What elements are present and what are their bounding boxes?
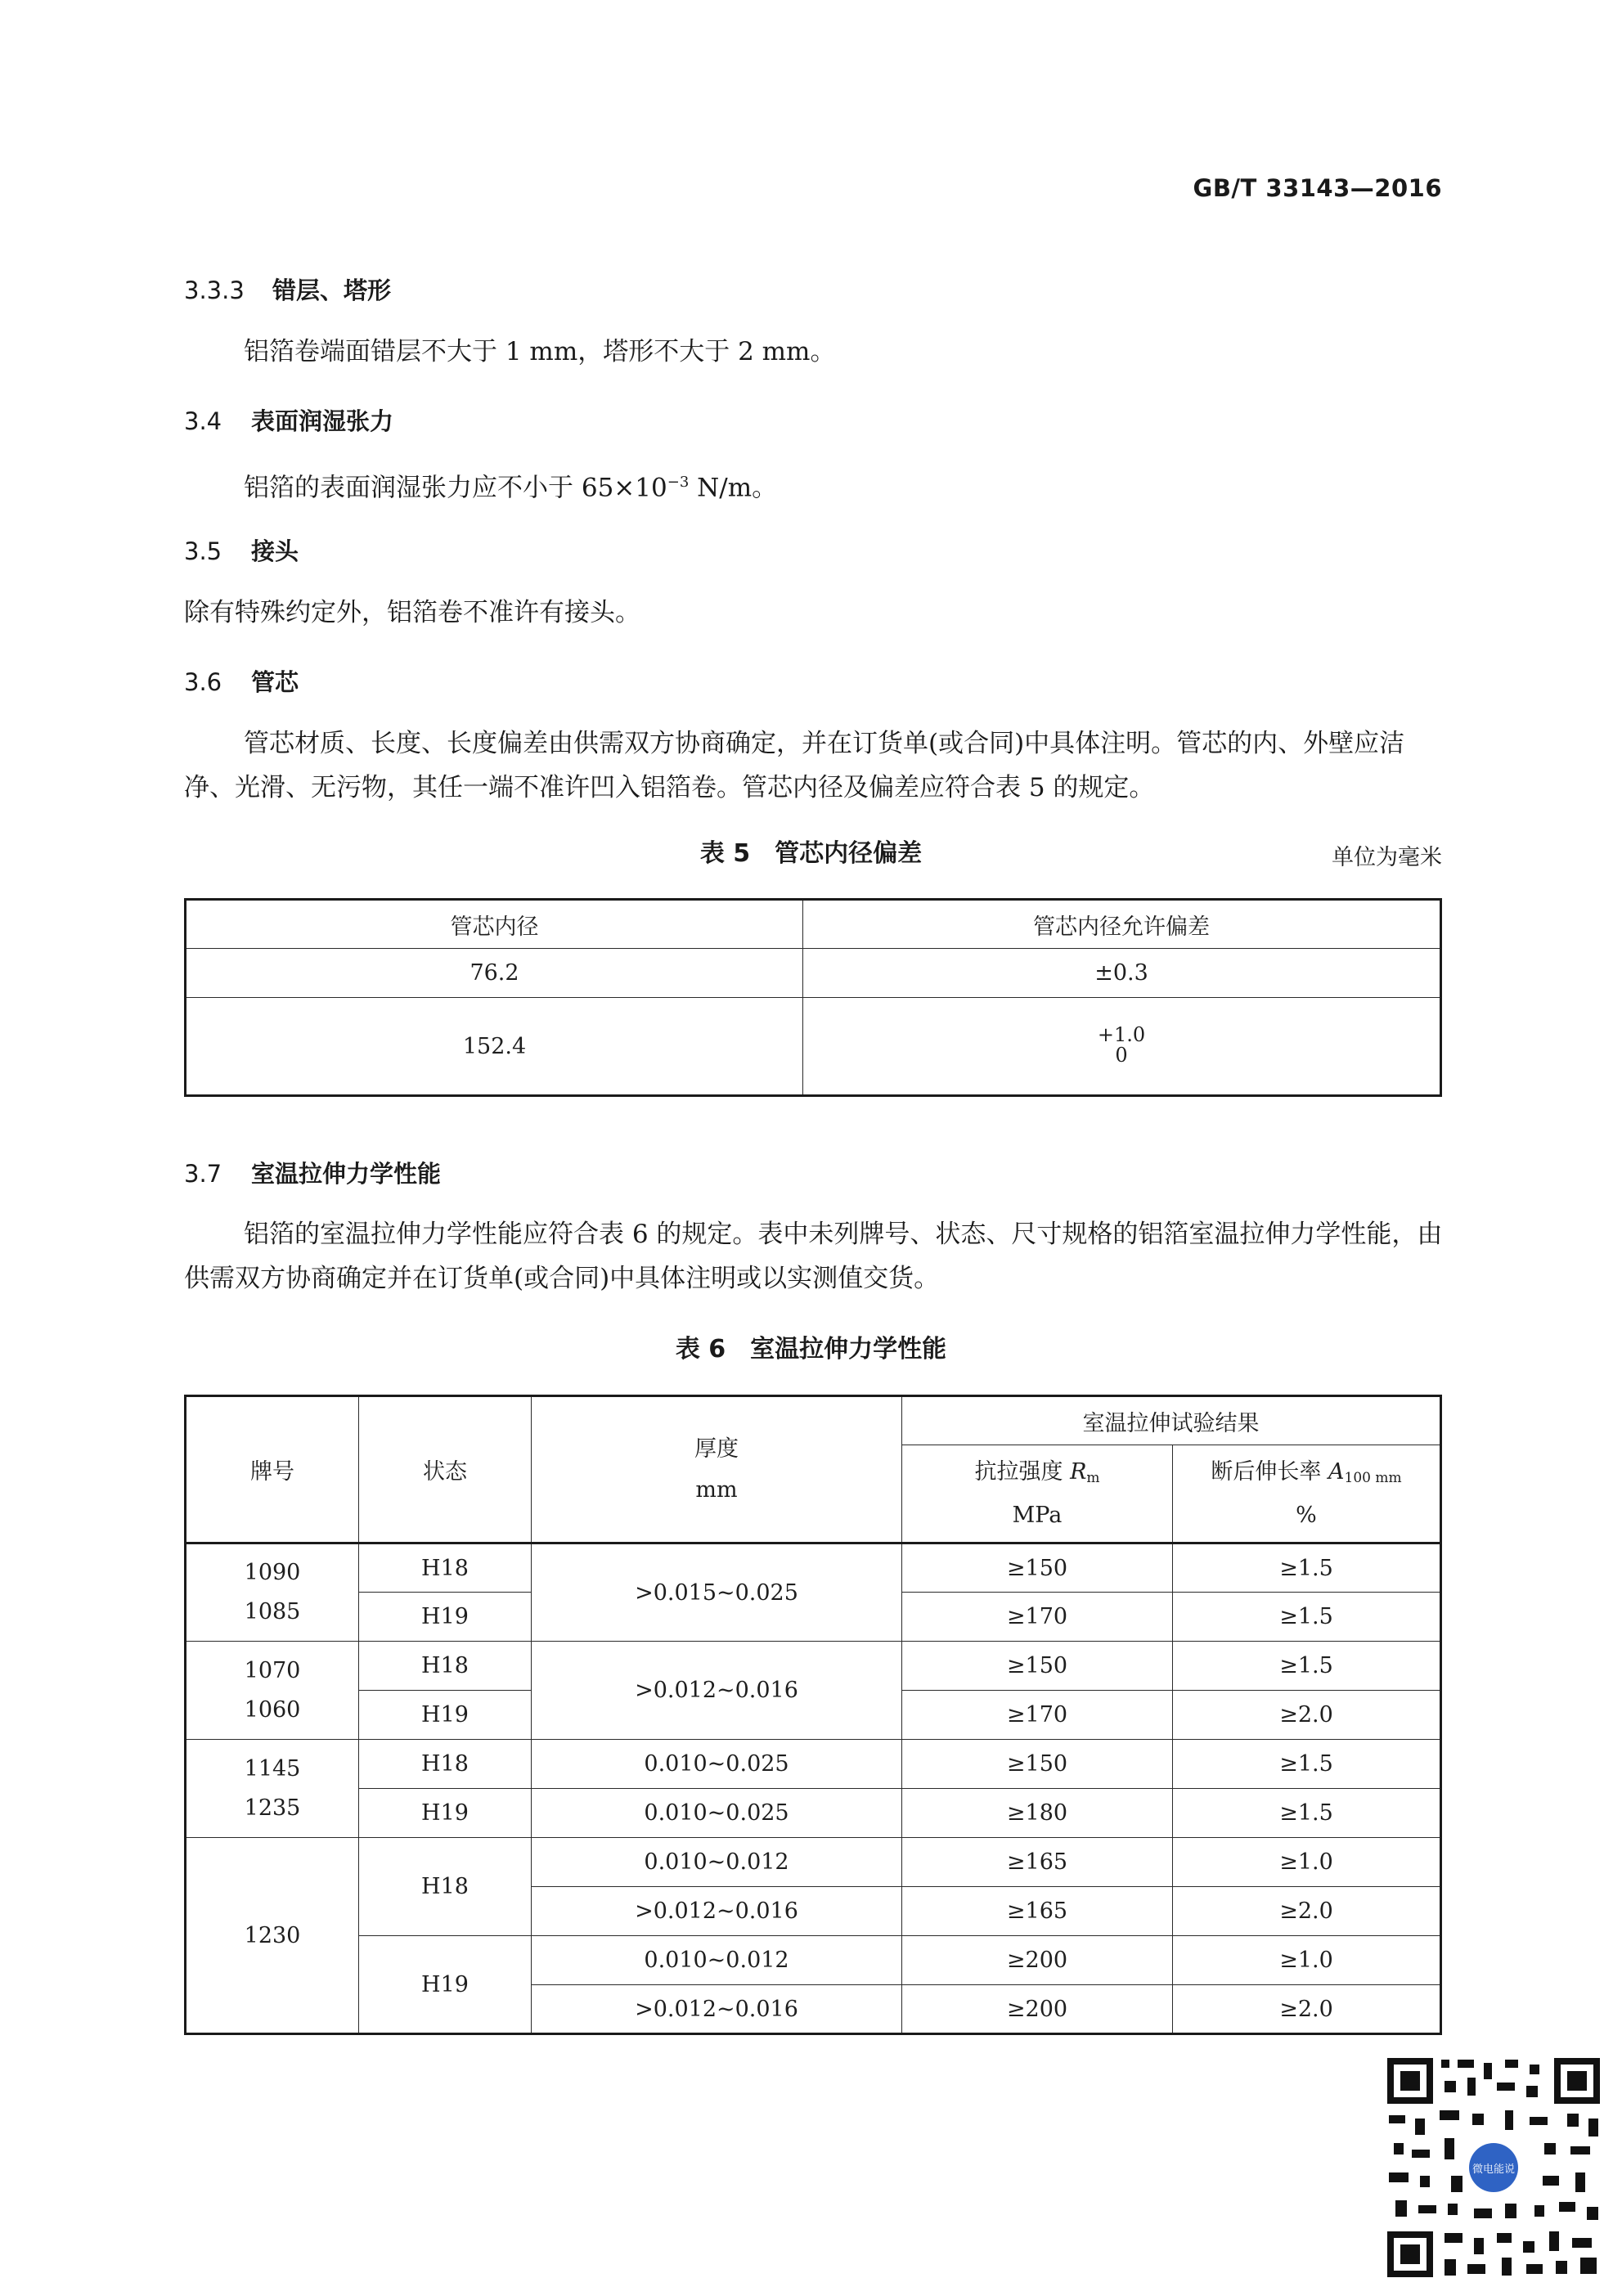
thickness-cell: 0.010~0.012 xyxy=(532,1838,902,1887)
elong-subscript: 100 mm xyxy=(1344,1469,1402,1486)
elong-cell: ≥1.0 xyxy=(1173,1936,1441,1985)
heading-number: 3.6 xyxy=(184,668,222,696)
elong-cell: ≥1.5 xyxy=(1173,1543,1441,1593)
paragraph-text: 铝箔卷端面错层不大于 1 mm，塔形不大于 2 mm。 xyxy=(244,337,836,366)
tensile-cell: ≥200 xyxy=(902,1985,1173,2034)
thickness-cell: 0.010~0.012 xyxy=(532,1936,902,1985)
table6-header-grade: 牌号 xyxy=(186,1396,359,1543)
table5-header-diameter: 管芯内径 xyxy=(186,900,803,949)
heading-title: 错层、塔形 xyxy=(272,276,392,304)
elong-cell: ≥1.5 xyxy=(1173,1593,1441,1642)
table-row xyxy=(186,1789,1441,1838)
tensile-cell: ≥170 xyxy=(902,1593,1173,1642)
paragraph-3-3-3 xyxy=(184,330,1444,374)
standard-code: GB/T 33143—2016 xyxy=(1193,174,1442,202)
tensile-cell: ≥150 xyxy=(902,1740,1173,1789)
table6-caption: 表 6 室温拉伸力学性能 xyxy=(675,1335,947,1364)
temper-cell: H19 xyxy=(359,1936,532,2034)
table6-header-results: 室温拉伸试验结果 xyxy=(902,1396,1441,1445)
table5-tolerance xyxy=(803,998,1441,1096)
tensile-subscript: m xyxy=(1086,1469,1100,1486)
elong-cell: ≥2.0 xyxy=(1173,1887,1441,1936)
paragraph-3-5 xyxy=(184,591,1444,635)
tensile-cell: ≥200 xyxy=(902,1936,1173,1985)
heading-title: 管芯 xyxy=(251,668,299,696)
heading-number: 3.3.3 xyxy=(184,276,245,304)
heading-title: 接头 xyxy=(251,537,299,565)
heading-title: 表面润湿张力 xyxy=(251,407,394,435)
table5-diameter: 76.2 xyxy=(186,949,803,998)
elong-unit: % xyxy=(1296,1502,1317,1528)
paragraph-3-4 xyxy=(184,461,1444,510)
table-row xyxy=(186,1838,1441,1887)
heading-3-7 xyxy=(184,1156,441,1189)
paragraph-text: 铝箔的表面润湿张力应不小于 65×10 xyxy=(244,473,667,503)
tensile-label: 抗拉强度 xyxy=(974,1458,1071,1485)
temper-cell: H19 xyxy=(359,1789,532,1838)
temper-cell: H19 xyxy=(359,1593,532,1642)
table-row xyxy=(186,1936,1441,1985)
tensile-symbol: R xyxy=(1070,1458,1087,1485)
thickness-label: 厚度 xyxy=(694,1436,739,1462)
heading-number: 3.5 xyxy=(184,537,222,565)
elong-cell: ≥2.0 xyxy=(1173,1691,1441,1740)
table6-header-tensile xyxy=(902,1445,1173,1543)
tensile-cell: ≥150 xyxy=(902,1543,1173,1593)
temper-cell: H18 xyxy=(359,1543,532,1593)
exponent: −3 xyxy=(667,474,690,491)
qr-code-icon xyxy=(1382,2053,1605,2282)
grade-cell: 1090 1085 xyxy=(186,1543,359,1642)
tolerance-upper: +1.0 xyxy=(1097,1022,1146,1046)
elong-cell: ≥1.5 xyxy=(1173,1642,1441,1691)
heading-3-3-3 xyxy=(184,272,391,306)
elong-cell: ≥2.0 xyxy=(1173,1985,1441,2034)
table-row xyxy=(186,1543,1441,1593)
temper-cell: H18 xyxy=(359,1642,532,1691)
qr-center-label: 微电能说 xyxy=(1471,2163,1516,2176)
table5-tolerance: ±0.3 xyxy=(803,949,1441,998)
thickness-cell: >0.012~0.016 xyxy=(532,1985,902,2034)
temper-cell: H19 xyxy=(359,1691,532,1740)
elong-cell: ≥1.5 xyxy=(1173,1740,1441,1789)
heading-title: 室温拉伸力学性能 xyxy=(251,1160,442,1188)
temper-cell: H18 xyxy=(359,1740,532,1789)
heading-3-5 xyxy=(184,533,299,567)
table6 xyxy=(184,1395,1442,2035)
grade-cell: 1070 1060 xyxy=(186,1642,359,1740)
tensile-cell: ≥150 xyxy=(902,1642,1173,1691)
paragraph-text: 铝箔的室温拉伸力学性能应符合表 6 的规定。表中未列牌号、状态、尺寸规格的铝箔室温拉伸力学性能，由供需双方协商确定并在订货单(或合同)中具体注明或以实测值交货。 xyxy=(184,1220,1443,1293)
tensile-cell: ≥165 xyxy=(902,1887,1173,1936)
thickness-cell: 0.010~0.025 xyxy=(532,1789,902,1838)
tensile-cell: ≥165 xyxy=(902,1838,1173,1887)
thickness-cell: >0.012~0.016 xyxy=(532,1642,902,1740)
elong-label: 断后伸长率 xyxy=(1211,1458,1328,1485)
tensile-unit: MPa xyxy=(1012,1502,1063,1528)
elong-cell: ≥1.0 xyxy=(1173,1838,1441,1887)
table6-header-elongation xyxy=(1173,1445,1441,1543)
paragraph-3-7 xyxy=(184,1212,1444,1301)
table5-unit: 单位为毫米 xyxy=(1332,845,1442,870)
elong-cell: ≥1.5 xyxy=(1173,1789,1441,1838)
paragraph-text: 管芯材质、长度、长度偏差由供需双方协商确定，并在订货单(或合同)中具体注明。管芯的内、外壁应洁净、光滑、无污物，其任一端不准许凹入铝箔卷。管芯内径及偏差应符合表 5 的规定。 xyxy=(184,729,1405,802)
paragraph-text-end: N/m。 xyxy=(689,473,778,503)
table5-diameter: 152.4 xyxy=(186,998,803,1096)
table6-header-temper: 状态 xyxy=(359,1396,532,1543)
table5-header-tolerance: 管芯内径允许偏差 xyxy=(803,900,1441,949)
heading-number: 3.4 xyxy=(184,407,222,435)
thickness-unit: mm xyxy=(695,1476,738,1503)
table-row xyxy=(186,949,1441,998)
tolerance-lower: 0 xyxy=(1115,1044,1128,1067)
thickness-cell: >0.015~0.025 xyxy=(532,1543,902,1642)
temper-cell: H18 xyxy=(359,1838,532,1936)
thickness-cell: >0.012~0.016 xyxy=(532,1887,902,1936)
elong-symbol: A xyxy=(1328,1458,1345,1485)
grade-cell: 1230 xyxy=(186,1838,359,2034)
tensile-cell: ≥170 xyxy=(902,1691,1173,1740)
table-row xyxy=(186,1740,1441,1789)
grade-cell: 1145 1235 xyxy=(186,1740,359,1838)
paragraph-text: 除有特殊约定外，铝箔卷不准许有接头。 xyxy=(184,598,640,627)
table6-header-thickness xyxy=(532,1396,902,1543)
tensile-cell: ≥180 xyxy=(902,1789,1173,1838)
thickness-cell: 0.010~0.025 xyxy=(532,1740,902,1789)
heading-number: 3.7 xyxy=(184,1160,222,1188)
table-row xyxy=(186,1642,1441,1691)
table5 xyxy=(184,898,1442,1097)
table5-caption: 表 5 管芯内径偏差 xyxy=(699,839,923,868)
heading-3-4 xyxy=(184,403,393,437)
paragraph-3-6 xyxy=(184,721,1444,810)
heading-3-6 xyxy=(184,664,299,698)
table-row xyxy=(186,998,1441,1096)
